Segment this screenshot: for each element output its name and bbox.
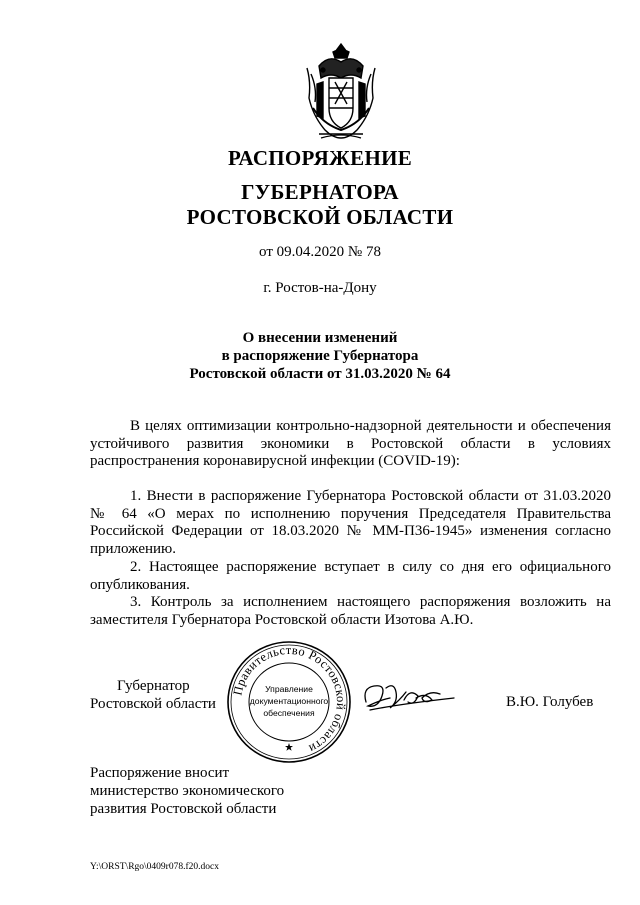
submitter-note [90,764,284,818]
coat-of-arms-icon [299,38,383,142]
seal-center-line1: Управление [265,684,313,694]
submitter-line2: министерство экономического [90,783,285,799]
signatory-position-line2: Ростовской области [90,696,216,712]
item-2-paragraph: 2. Настоящее распоряжение вступает в силу со дня его официального опубликования. [90,559,611,593]
handwritten-signature-icon [360,678,460,718]
seal-center-line2: документационного [249,696,329,706]
signatory-position-line1: Губернатор [117,678,190,694]
official-seal-icon [226,640,352,764]
issuer-title-line1: ГУБЕРНАТОРА [241,180,399,204]
seal-ring-text: Правительство Ростовской области [230,642,349,757]
subject-line1: О внесении изменений [242,330,398,346]
signatory-position [90,677,216,713]
subject-line3: Ростовской области от 31.03.2020 № 64 [189,366,451,382]
preamble-paragraph: В целях оптимизации контрольно-надзорной деятельности и обеспечения устойчивого развития экономики в Ростовской области в условиях распространения коронавирусной инфекции (COVID-19): [90,418,611,470]
item-3-paragraph: 3. Контроль за исполнением настоящего распоряжения возложить на заместителя Губернатора Ростовской области Изотова А.Ю. [90,594,611,628]
document-date-number: от 09.04.2020 № 78 [259,244,381,260]
issuer-title-line2: РОСТОВСКОЙ ОБЛАСТИ [186,205,454,229]
item-1-paragraph: 1. Внести в распоряжение Губернатора Ростовской области от 31.03.2020 № 64 «О мерах по исполнению поручения Председателя Правительства Российской Федерации от 18.03.2020 № ММ-П36-1945» изменения согласно приложению. [90,488,611,557]
submitter-line3: развития Ростовской области [90,801,277,817]
seal-center-line3: обеспечения [263,708,315,718]
subject-line2: в распоряжение Губернатора [221,348,419,364]
signatory-name: В.Ю. Голубев [506,694,594,710]
document-city: г. Ростов-на-Дону [263,280,377,296]
document-type-title: РАСПОРЯЖЕНИЕ [227,146,413,170]
file-path: Y:\ORST\Rgo\0409r078.f20.docx [90,862,219,872]
submitter-line1: Распоряжение вносит [90,765,230,781]
